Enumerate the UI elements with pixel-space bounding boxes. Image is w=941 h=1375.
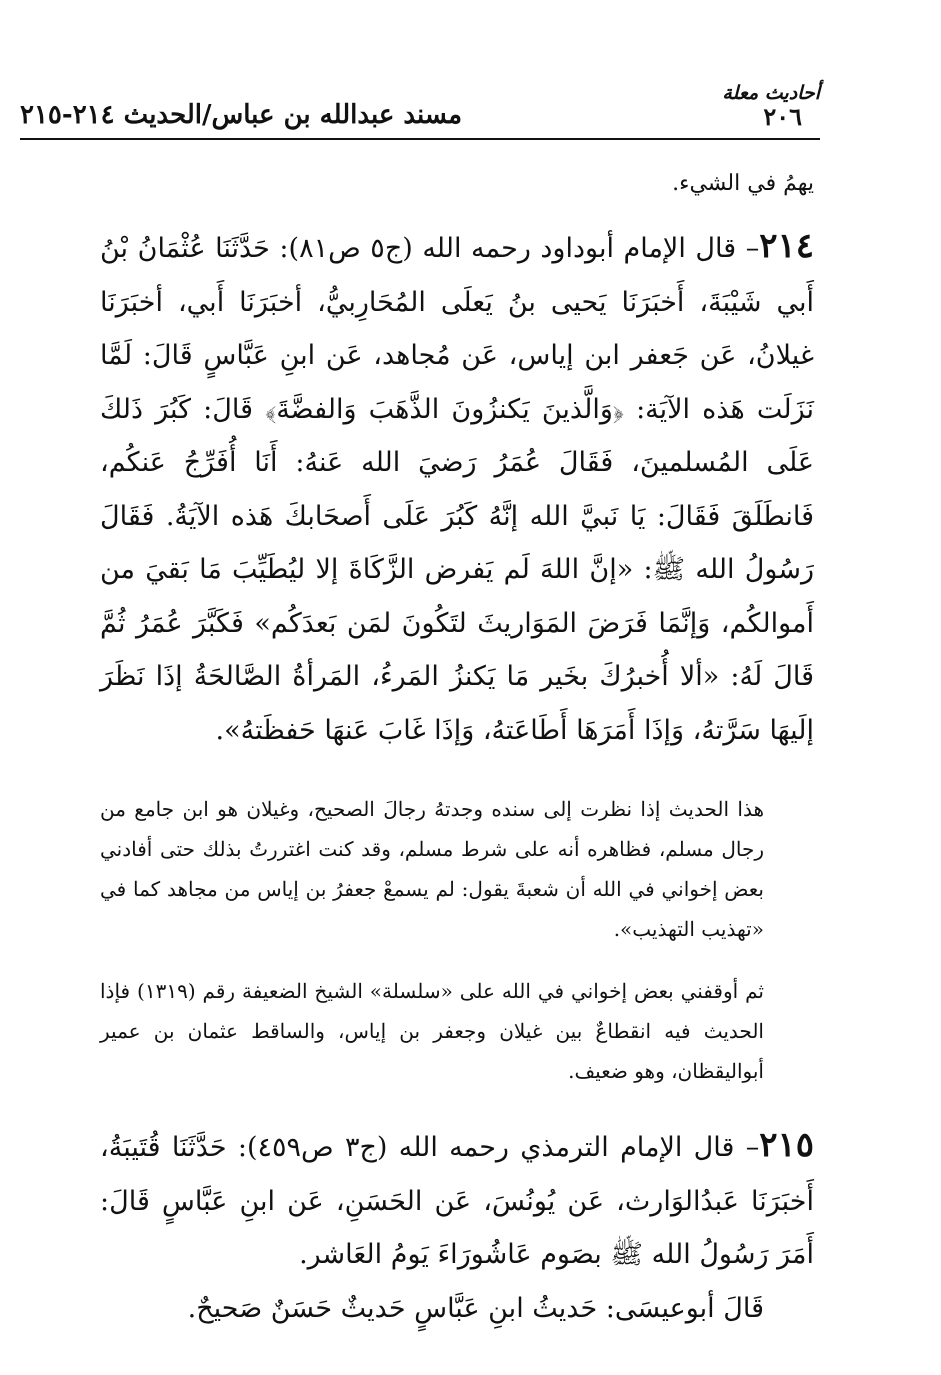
hadith-conclusion: قَالَ أبوعيسَى: حَديثُ ابنِ عَبَّاسٍ حَديثٌ حَسَنٌ صَحيحٌ. xyxy=(187,1292,764,1324)
hadith-number: ٢١٥ xyxy=(759,1125,814,1165)
running-head: مسند عبدالله بن عباس/الحديث ٢١٤-٢١٥ xyxy=(20,100,463,130)
book-title: أحاديث معلة xyxy=(722,82,820,104)
hadith-text: – قال الإمام الترمذي رحمه الله (ج٣ ص٤٥٩): حَدَّثَنَا قُتَيبَةُ، أَخبَرَنَا عَبدُالوَارث، عَن يُونُسَ، عَن الحَسَنِ، عَن ابنِ عَبَّاسٍ قَالَ: أَمَرَ رَسُولُ الله ﷺ بصَوم عَاشُورَاءَ يَومُ العَاشر. xyxy=(100,1132,814,1270)
hadith-number: ٢١٤ xyxy=(759,226,814,266)
page-header xyxy=(20,82,820,162)
commentary-paragraph: هذا الحديث إذا نظرت إلى سنده وجدتهُ رجالَ الصحيح، وغيلان هو ابن جامع من رجال مسلم، فظاهره أنه على شرط مسلم، وقد كنت اغتررتُ بذلك حتى أفادني بعض إخواني في الله أن شعبةَ يقول: لم يسمعْ جعفرُ بن إياس من مجاهد كما في «تهذيب التهذيب». xyxy=(100,797,764,941)
hadith-215 xyxy=(100,1119,814,1282)
hadith-214 xyxy=(100,220,814,757)
page-content xyxy=(100,164,814,1335)
hadith-text: – قال الإمام أبوداود رحمه الله (ج٥ ص٨١): حَدَّثَنَا عُثْمَانُ بْنُ أَبي شَيْبَةَ، أَخبَرَنَا يَحيى بنُ يَعلَى المُحَارِبيُّ، أخبَرَنَا أَبي، أخبَرَنَا غيلانُ، عَن جَعفر ابن إياس، عَن مُجاهد، عَن ابنِ عَبَّاسٍ قَالَ: لَمَّا نَزَلَت هَذه الآيَة: ﴿وَالَّذينَ يَكنزُونَ الذَّهَبَ وَالفضَّةَ﴾ قَالَ: كَبُرَ ذَلكَ عَلَى المُسلمينَ، فَقَالَ عُمَرُ رَضيَ الله عَنهُ: أَنَا أُفَرِّجُ عَنكُم، فَانطَلَقَ فَقَالَ: يَا نَبيَّ الله إنَّهُ كَبُرَ عَلَى أَصحَابكَ هَذه الآيَةُ. فَقَالَ رَسُولُ الله ﷺ: «إنَّ اللهَ لَم يَفرض الزَّكَاةَ إلا ليُطَيِّبَ مَا بَقيَ من أَموالكُم، وَإنَّمَا فَرَضَ المَوَاريثَ لتَكُونَ لمَن بَعدَكُم» فَكَبَّرَ عُمَرُ ثُمَّ قَالَ لَهُ: «ألا أُخبرُكَ بخَير مَا يَكنزُ المَرءُ، المَرأةُ الصَّالحَةُ إذَا نَظَرَ إلَيهَا سَرَّتهُ، وَإذَا أَمَرَهَا أَطَاعَتهُ، وَإذَا غَابَ عَنهَا حَفظَتهُ». xyxy=(100,233,814,746)
page-number: ٢٠٦ xyxy=(763,102,802,131)
commentary-paragraph: ثم أوقفني بعض إخواني في الله على «سلسلة» الشيخ الضعيفة رقم (١٣١٩) فإذا الحديث فيه انقطاعٌ بين غيلان وجعفر بن إياس، والساقط عثمان بن عمير أبواليقظان، وهو ضعيف. xyxy=(100,979,764,1083)
continuation-text: يهمُ في الشيء. xyxy=(672,171,814,196)
header-rule xyxy=(20,138,820,140)
